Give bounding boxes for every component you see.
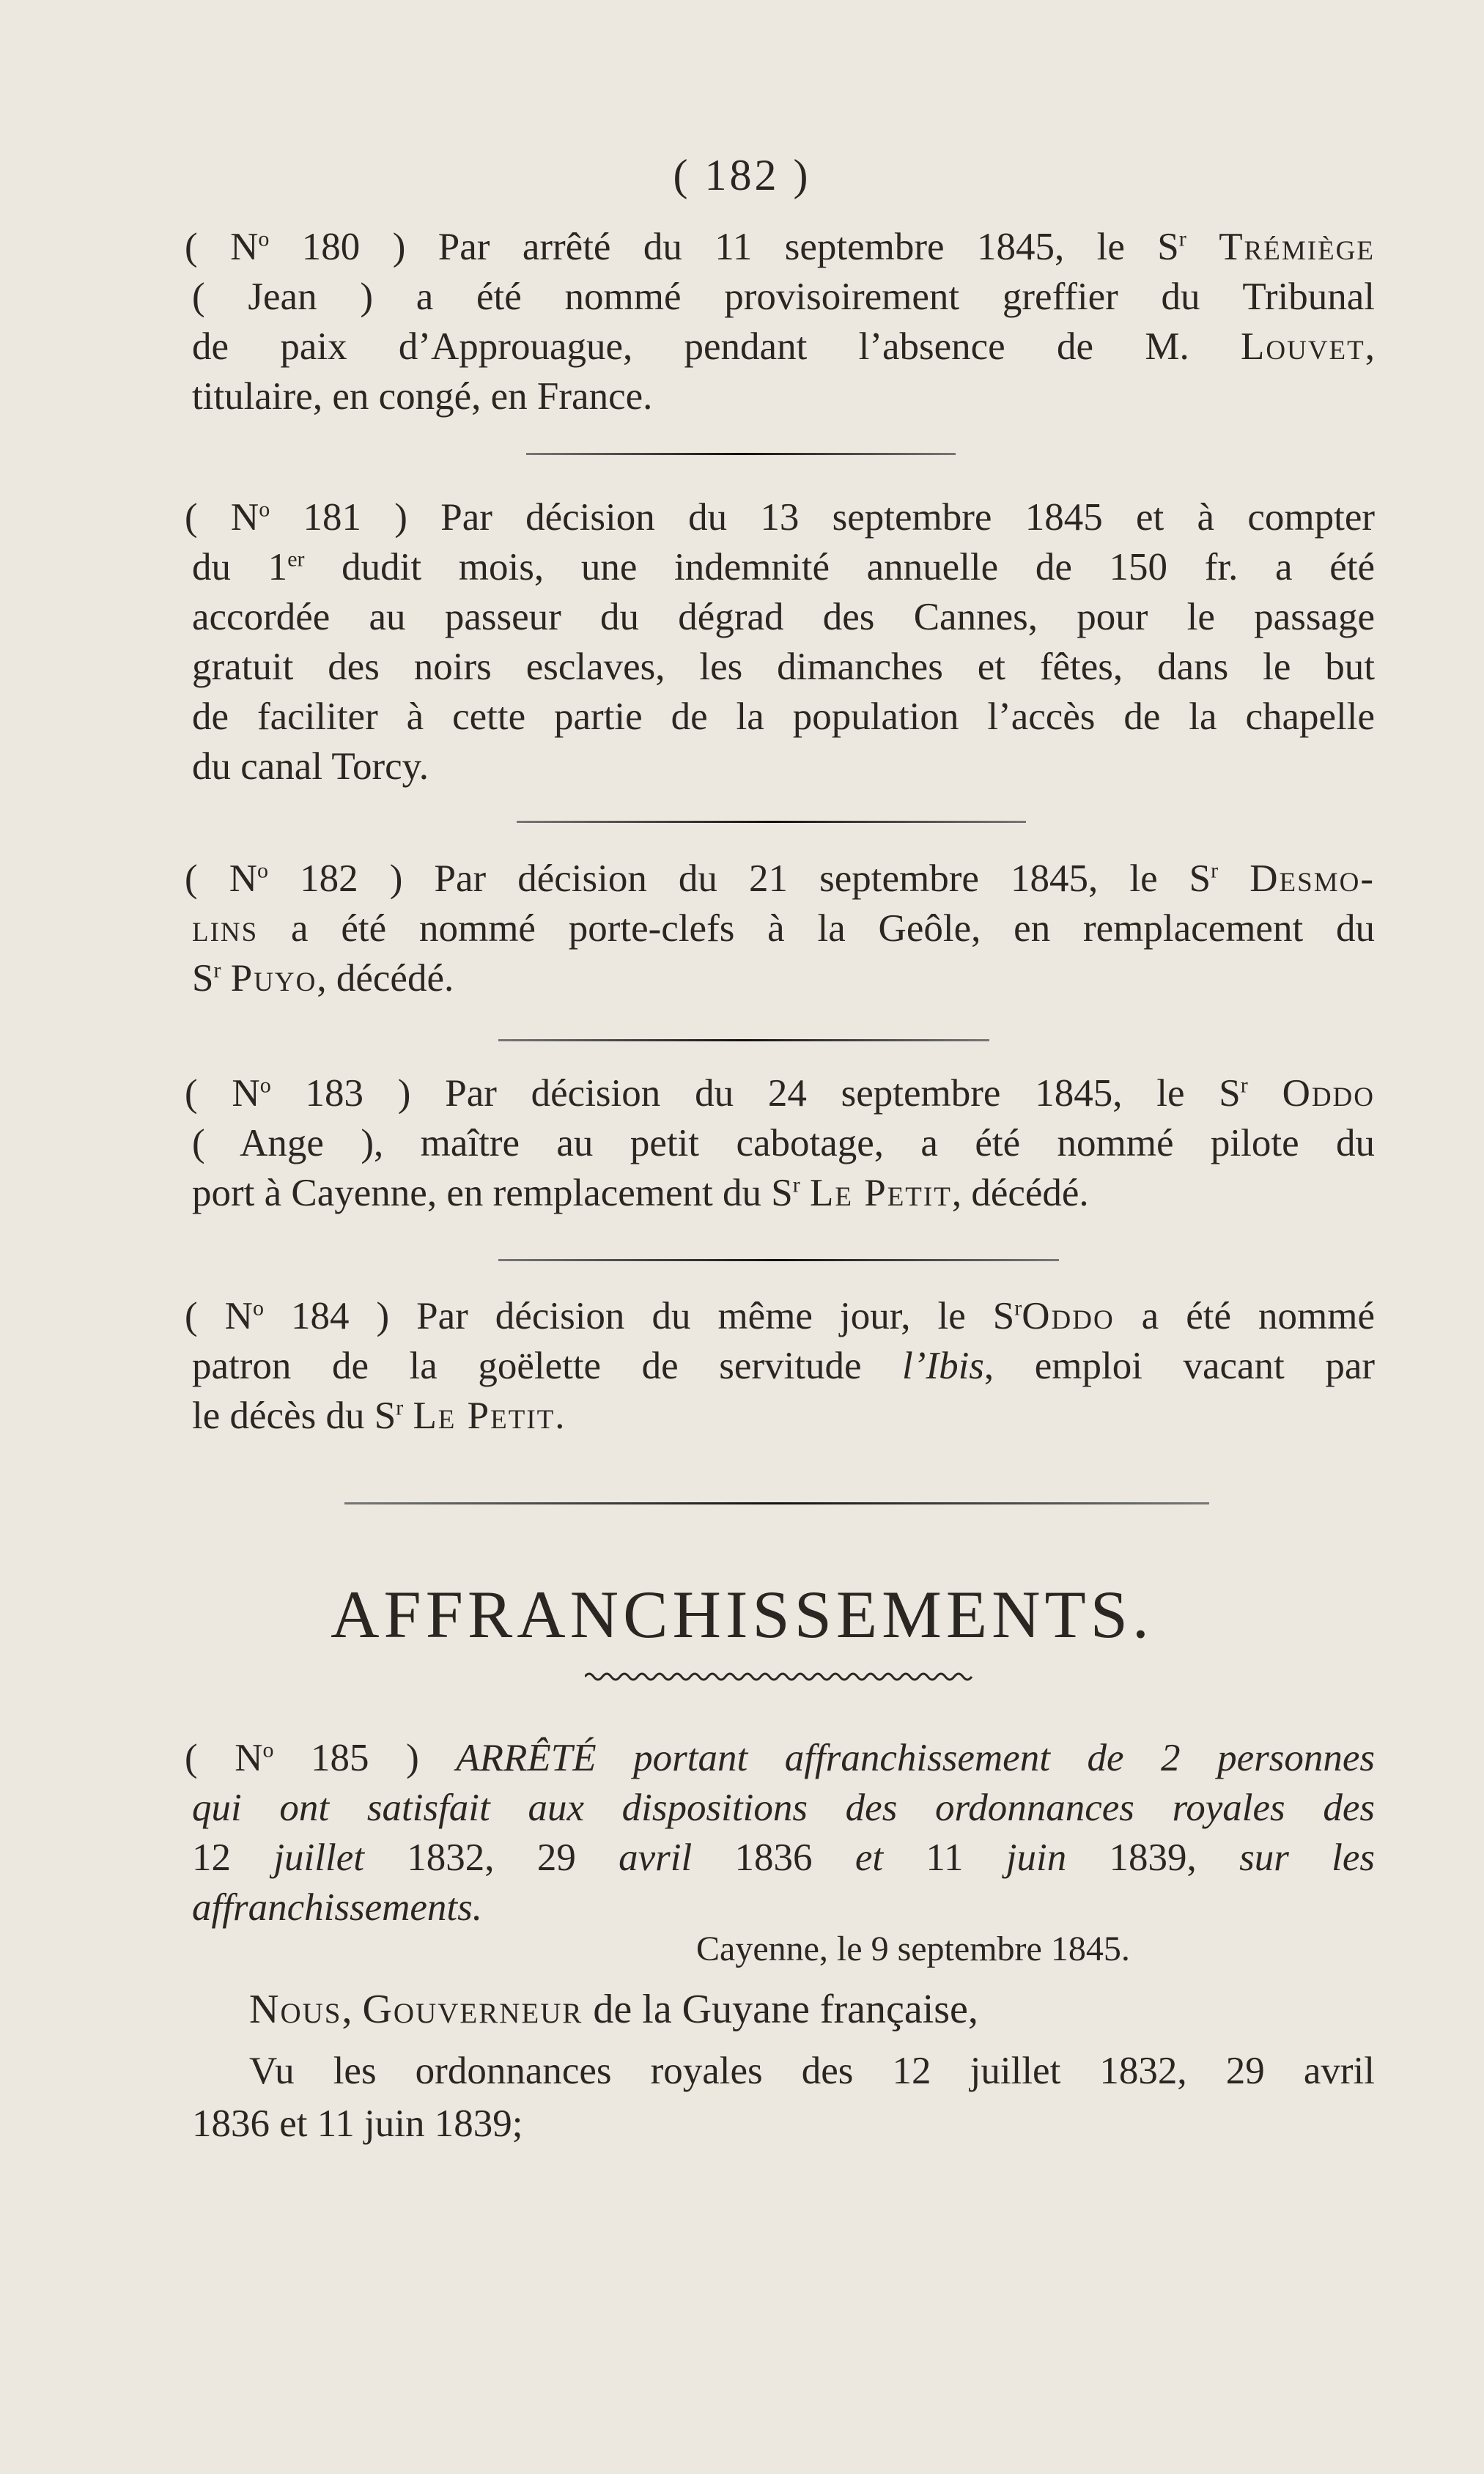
entry-line: 12 juillet 1832, 29 avril 1836 et 11 juin 1839, sur les bbox=[192, 1836, 1376, 1879]
separator-rule bbox=[526, 453, 956, 455]
entry-line: port à Cayenne, en remplacement du $S^r$ Le Petit, décédé. bbox=[192, 1172, 1089, 1214]
entry-line: titulaire, en congé, en France. bbox=[192, 375, 653, 418]
separator-rule bbox=[498, 1259, 1059, 1261]
entry-180 bbox=[185, 222, 1375, 421]
entry-182 bbox=[185, 854, 1375, 1003]
entry-181 bbox=[185, 492, 1376, 791]
entry-line: du canal Torcy. bbox=[192, 745, 429, 788]
entry-line: ( $N^o$ 180 ) Par arrêté du 11 septembre 1845, le $S^r$ Trémiège bbox=[185, 226, 1375, 268]
entry-line: le décès du $S^r$ Le Petit. bbox=[192, 1395, 565, 1437]
entry-line: ( $N^o$ 182 ) Par décision du 21 septembre 1845, le $S^r$ Desmo- bbox=[185, 857, 1375, 900]
arrete-185 bbox=[185, 1733, 1376, 1932]
entry-line: ( Jean ) a été nommé provisoirement greffier du Tribunal bbox=[192, 276, 1375, 318]
nous-gouverneur: Nous, Gouverneur de la Guyane française, bbox=[249, 1987, 978, 2032]
wavy-ornament bbox=[585, 1671, 973, 1683]
entry-line: ( $N^o$ 185 ) ARRÊTÉ portant affranchissement de 2 personnes bbox=[185, 1737, 1376, 1779]
entry-line: ( $N^o$ 183 ) Par décision du 24 septembre 1845, le $S^r$ Oddo bbox=[185, 1072, 1375, 1115]
entry-line: ( $N^o$ 181 ) Par décision du 13 septembre 1845 et à compter bbox=[185, 496, 1375, 539]
dateline: Cayenne, le 9 septembre 1845. bbox=[696, 1930, 1130, 1968]
entry-line: de paix d’Approuague, pendant l’absence de M. Louvet, bbox=[192, 325, 1375, 368]
vu-line: 1836 et 11 juin 1839; bbox=[192, 2102, 523, 2145]
entry-line: lins a été nommé porte-clefs à la Geôle, en remplacement du bbox=[192, 907, 1375, 950]
entry-line: accordée au passeur du dégrad des Cannes, pour le passage bbox=[192, 596, 1375, 638]
entry-line: $S^r$ Puyo, décédé. bbox=[192, 957, 454, 1000]
entry-line: affranchissements. bbox=[192, 1886, 482, 1929]
separator-rule bbox=[517, 821, 1026, 823]
vu-ordonnances bbox=[192, 2045, 1375, 2150]
entry-line: ( $N^o$ 184 ) Par décision du même jour, le $S^rOddo$ a été nommé bbox=[185, 1295, 1375, 1337]
entry-183 bbox=[185, 1068, 1375, 1218]
entry-line: patron de la goëlette de servitude l’Ibis, emploi vacant par bbox=[192, 1345, 1376, 1387]
entry-line: du 1er dudit mois, une indemnité annuelle de 150 fr. a été bbox=[192, 546, 1376, 588]
entry-line: ( Ange ), maître au petit cabotage, a été nommé pilote du bbox=[192, 1122, 1375, 1164]
section-title: AFFRANCHISSEMENTS. bbox=[331, 1577, 1153, 1652]
vu-line: Vu les ordonnances royales des 12 juillet 1832, 29 avril bbox=[249, 2050, 1375, 2092]
entry-line: de faciliter à cette partie de la population l’accès de la chapelle bbox=[192, 695, 1375, 738]
entry-line: gratuit des noirs esclaves, les dimanches et fêtes, dans le but bbox=[192, 646, 1375, 688]
entry-184 bbox=[185, 1291, 1376, 1441]
separator-rule bbox=[498, 1039, 989, 1041]
page-number: ( 182 ) bbox=[673, 151, 811, 199]
separator-rule bbox=[344, 1502, 1209, 1504]
entry-line: qui ont satisfait aux dispositions des ordonnances royales des bbox=[192, 1787, 1375, 1829]
